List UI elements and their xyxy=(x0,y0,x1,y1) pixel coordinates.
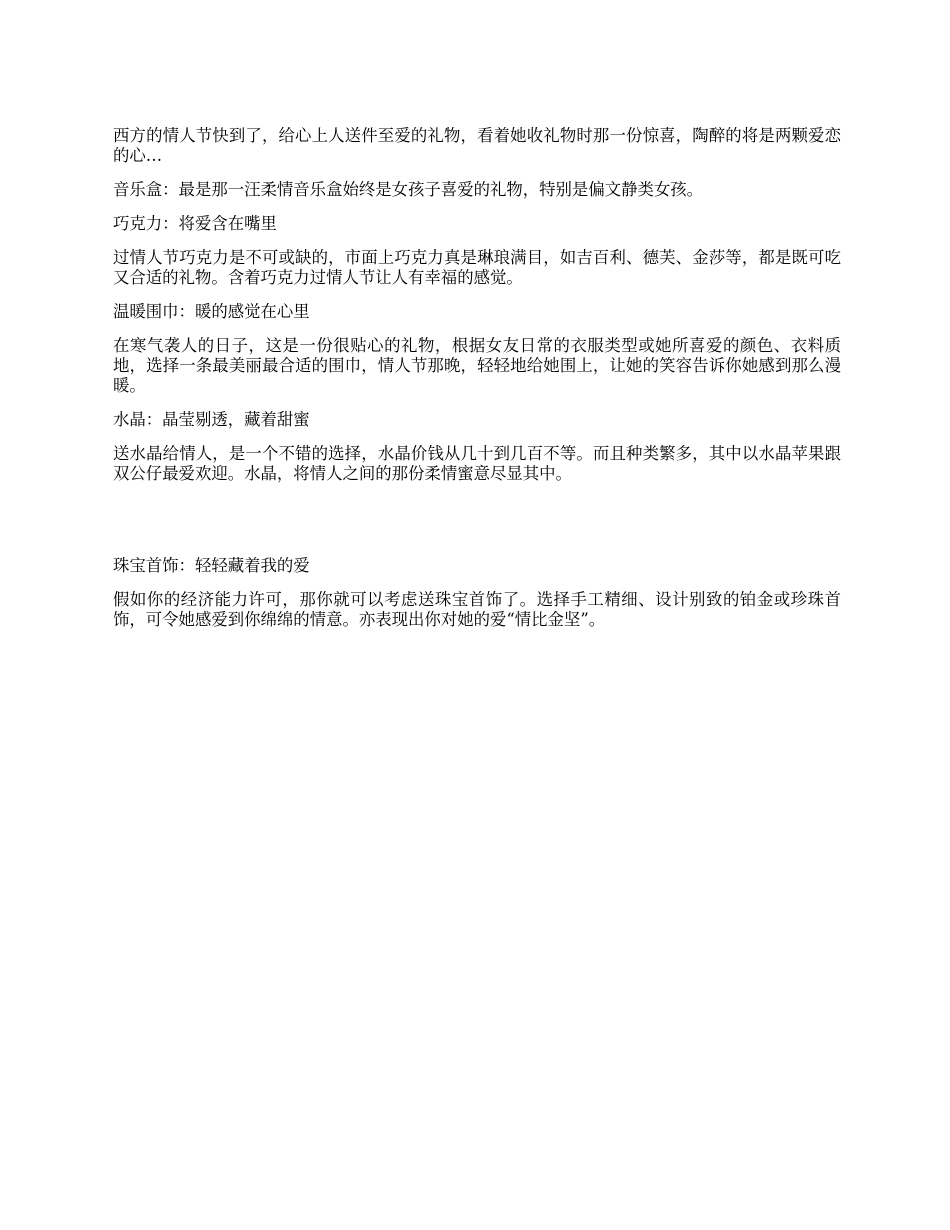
section-body-crystal: 送水晶给情人，是一个不错的选择，水晶价钱从几十到几百不等。而且种类繁多，其中以水晶苹果跟双公仔最爱欢迎。水晶，将情人之间的那份柔情蜜意尽显其中。 xyxy=(113,444,841,483)
section-heading-crystal: 水晶：晶莹剔透，藏着甜蜜 xyxy=(113,410,310,429)
section-body-jewelry: 假如你的经济能力许可，那你就可以考虑送珠宝首饰了。选择手工精细、设计别致的铂金或珍珠首饰，可令她感爱到你绵绵的情意。亦表现出你对她的爱“情比金坚”。 xyxy=(113,590,841,629)
section-body-scarf: 在寒气袭人的日子，这是一份很贴心的礼物，根据女友日常的衣服类型或她所喜爱的颜色、衣料质地，选择一条最美丽最合适的围巾，情人节那晚，轻轻地给她围上，让她的笑容告诉你她感到那么漫暖。 xyxy=(113,336,841,395)
section-heading-music-box: 音乐盒：最是那一汪柔情音乐盒始终是女孩子喜爱的礼物，特别是偏文静类女孩。 xyxy=(113,180,704,199)
section-heading-chocolate: 巧克力：将爱含在嘴里 xyxy=(113,214,277,233)
section-body-chocolate: 过情人节巧克力是不可或缺的，市面上巧克力真是琳琅满目，如吉百利、德芙、金莎等，都是既可吃又合适的礼物。含着巧克力过情人节让人有幸福的感觉。 xyxy=(113,248,841,287)
section-heading-scarf: 温暖围巾：暖的感觉在心里 xyxy=(113,302,310,321)
document-page xyxy=(113,126,841,630)
section-heading-jewelry: 珠宝首饰：轻轻藏着我的爱 xyxy=(113,556,310,575)
intro-paragraph: 西方的情人节快到了，给心上人送件至爱的礼物，看着她收礼物时那一份惊喜，陶醉的将是两颗爱恋的心… xyxy=(113,126,841,165)
